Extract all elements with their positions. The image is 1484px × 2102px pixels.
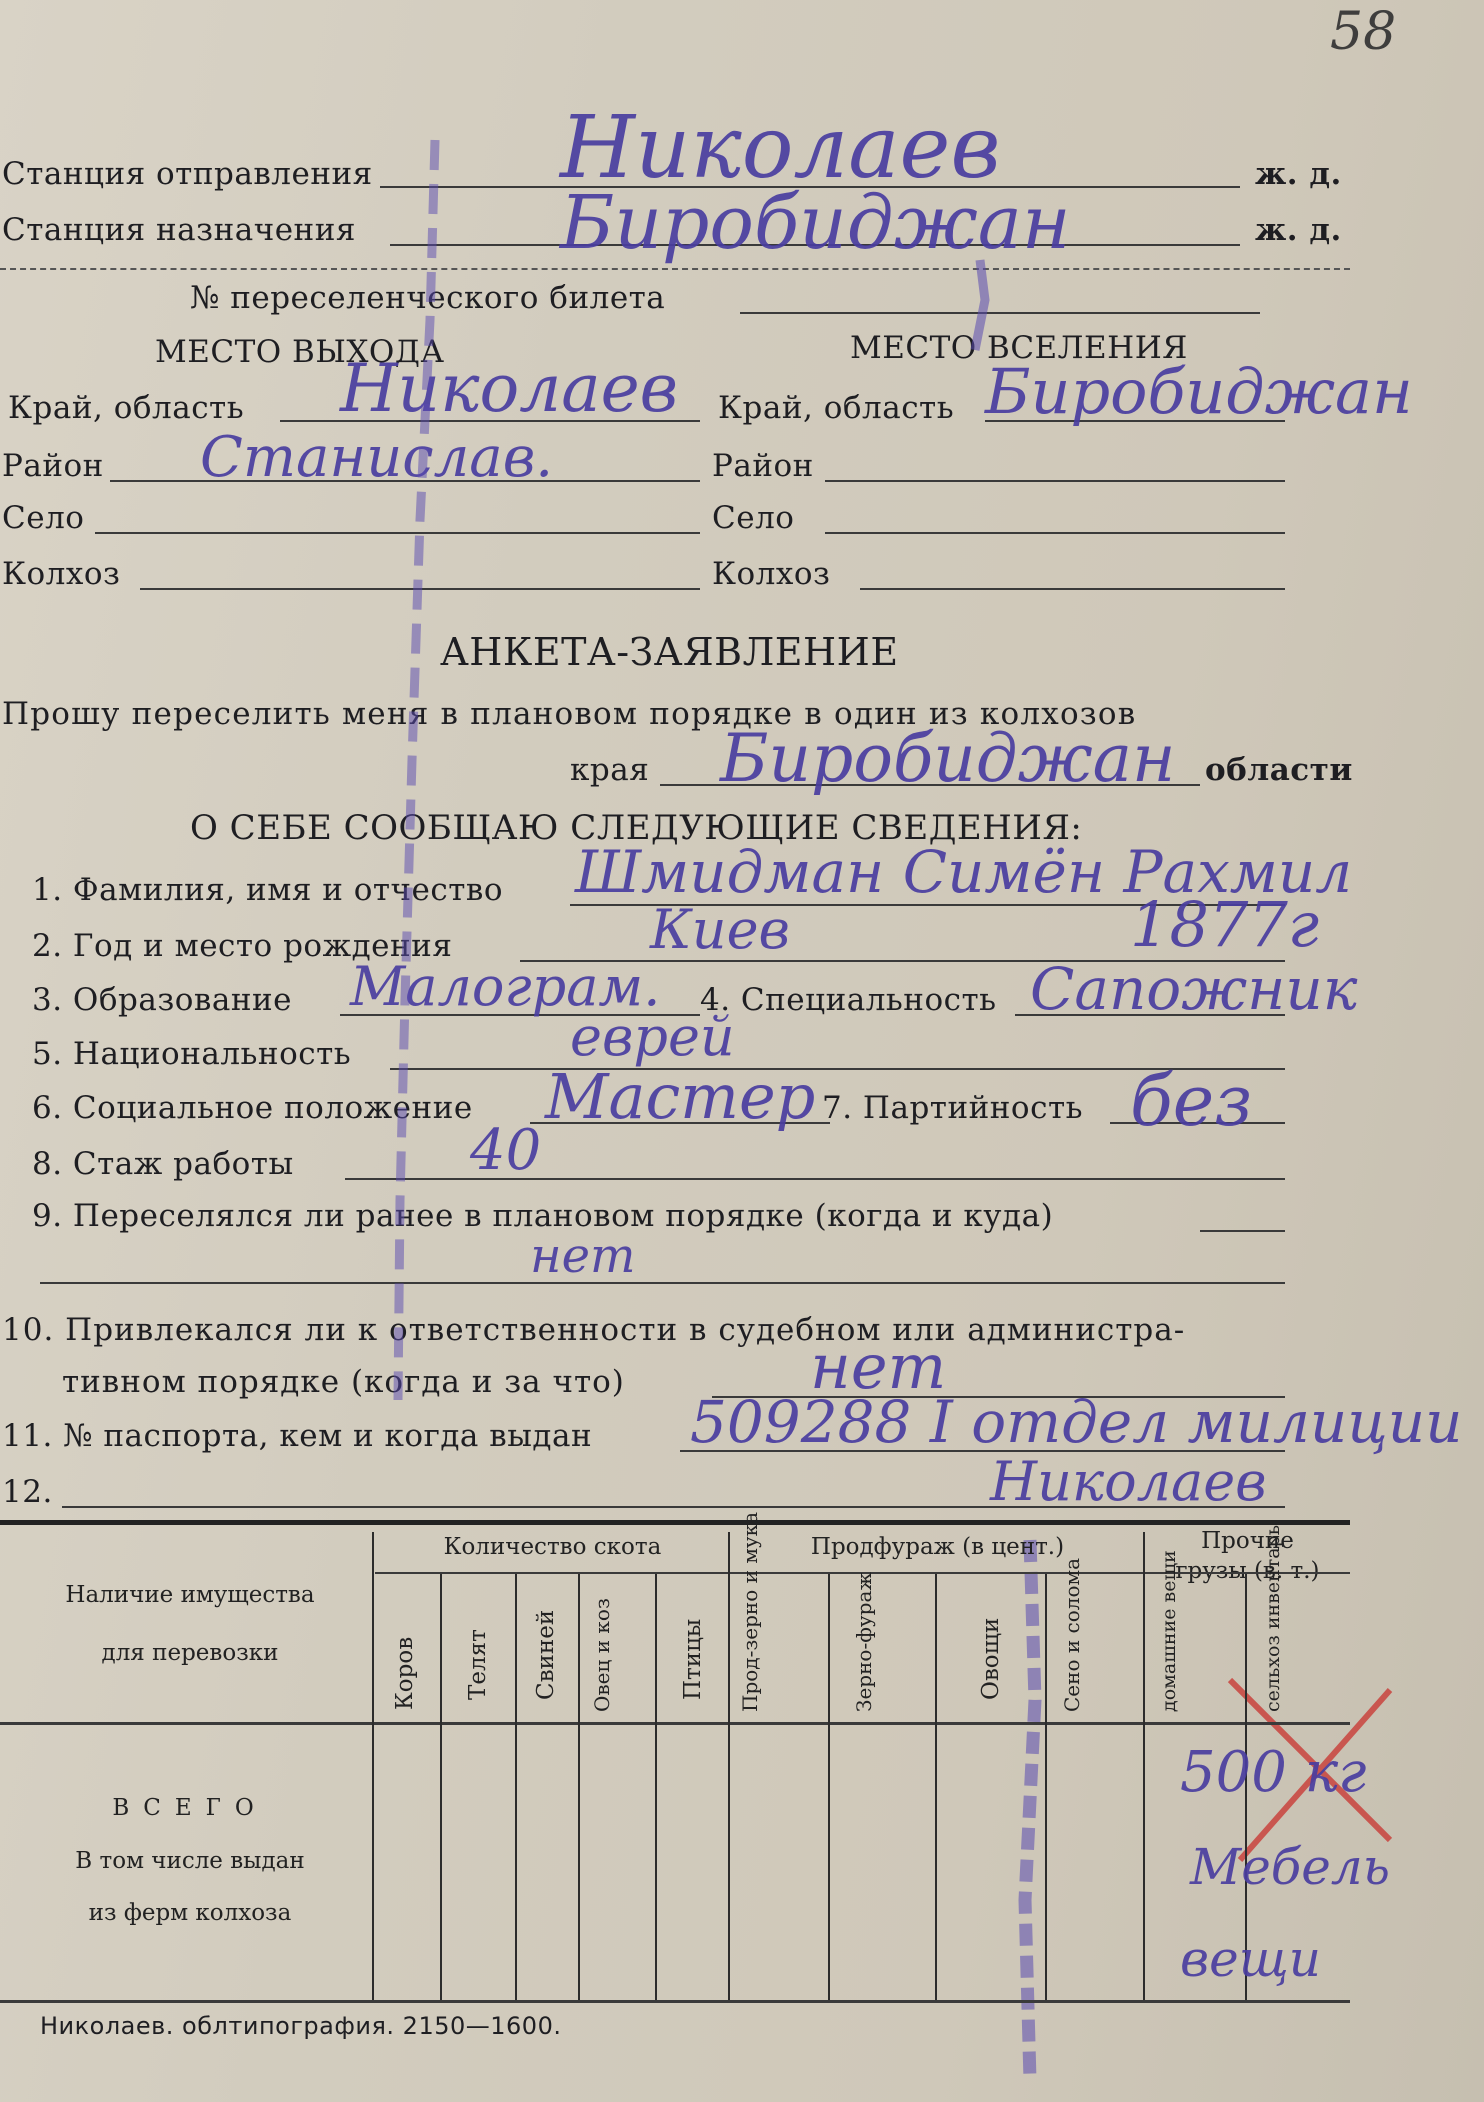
field-10-label-2: тивном порядке (когда и за что) xyxy=(62,1364,625,1400)
destination-kolkhoz-label: Колхоз xyxy=(712,556,831,592)
col-header-sheep-goats: Овец и коз xyxy=(590,1598,614,1712)
ticket-number-label: № переселенческого билета xyxy=(190,280,666,316)
row-issued-label-2: из ферм колхоза xyxy=(88,1900,292,1926)
col-header-farm-tools: сельхоз инвентарь xyxy=(1262,1524,1284,1712)
origin-district-label: Район xyxy=(2,448,104,484)
table-vline xyxy=(515,1574,517,2000)
table-vline xyxy=(935,1574,937,2000)
col-header-hay-straw: Сено и солома xyxy=(1060,1557,1084,1712)
group-other-header-1: Прочие xyxy=(1201,1528,1294,1554)
col-header-grain-fodder: Зерно-фураж xyxy=(852,1572,876,1712)
destination-region-label: Край, область xyxy=(718,390,955,426)
departure-rail-suffix: ж. д. xyxy=(1255,156,1342,192)
field-10-label-1: 10. Привлекался ли к ответственности в судебном или администра- xyxy=(2,1312,1186,1348)
col-header-poultry: Птицы xyxy=(680,1618,706,1700)
ticket-number-line xyxy=(740,312,1260,314)
other-cargo-value-2: Мебель xyxy=(1190,1838,1390,1896)
table-bottom-rule xyxy=(0,2000,1350,2003)
origin-kolkhoz-label: Колхоз xyxy=(2,556,121,592)
field-2-label: 2. Год и место рождения xyxy=(32,928,453,964)
origin-district-value: Станислав. xyxy=(200,425,554,490)
field-2-year: 1877г xyxy=(1130,888,1320,961)
field-10-value: нет xyxy=(810,1330,947,1403)
origin-kolkhoz-line xyxy=(140,588,700,590)
field-9-line-1 xyxy=(1200,1230,1285,1232)
field-8-label: 8. Стаж работы xyxy=(32,1146,294,1182)
table-vline xyxy=(728,1532,730,2000)
field-4-value: Сапожник xyxy=(1030,955,1358,1023)
field-3-label: 3. Образование xyxy=(32,982,293,1018)
request-oblast-label: области xyxy=(1205,752,1353,788)
field-1-label: 1. Фамилия, имя и отчество xyxy=(32,872,504,908)
field-7-value: без xyxy=(1130,1060,1253,1142)
col-header-cows: Коров xyxy=(392,1636,418,1710)
field-9-value: нет xyxy=(530,1228,636,1284)
destination-region-value: Биробиджан xyxy=(985,355,1413,428)
col-header-household: домашние вещи xyxy=(1158,1550,1180,1712)
form-title: АНКЕТА-ЗАЯВЛЕНИЕ xyxy=(440,630,899,674)
table-header-rule xyxy=(0,1722,1350,1725)
origin-region-label: Край, область xyxy=(8,390,245,426)
origin-village-line xyxy=(95,532,700,534)
col-header-grain-flour: Прод-зерно и мука xyxy=(738,1511,762,1712)
field-12-value: Николаев xyxy=(990,1450,1267,1513)
field-9-label: 9. Переселялся ли ранее в плановом порядке (когда и куда) xyxy=(32,1198,1054,1234)
table-vline xyxy=(655,1574,657,2000)
destination-kolkhoz-line xyxy=(860,588,1285,590)
destination-heading: МЕСТО ВСЕЛЕНИЯ xyxy=(850,330,1188,366)
row-total-label: ВСЕГО xyxy=(112,1795,268,1821)
table-top-rule xyxy=(0,1520,1350,1525)
group-other-header-2: грузы (в. т.) xyxy=(1175,1558,1320,1584)
table-vline xyxy=(828,1574,830,2000)
table-vline xyxy=(1045,1574,1047,2000)
field-9-line-2 xyxy=(40,1282,1285,1284)
col-header-calves: Телят xyxy=(465,1629,491,1700)
destination-district-label: Район xyxy=(712,448,814,484)
field-2-value: Киев xyxy=(650,898,790,961)
print-footer: Николаев. облтипография. 2150—1600. xyxy=(40,2012,562,2040)
departure-station-value: Николаев xyxy=(560,98,1001,198)
table-vline xyxy=(1143,1532,1145,2000)
table-left-header-2: для перевозки xyxy=(101,1640,279,1666)
request-kray-value: Биробиджан xyxy=(720,720,1176,797)
col-header-vegetables: Овощи xyxy=(978,1617,1004,1700)
group-livestock-header: Количество скота xyxy=(443,1534,662,1560)
table-left-header-1: Наличие имущества xyxy=(65,1582,315,1608)
field-11-value: 509288 I отдел милиции xyxy=(690,1388,1463,1456)
field-11-label: 11. № паспорта, кем и когда выдан xyxy=(2,1418,593,1454)
col-header-pigs: Свиней xyxy=(533,1609,559,1700)
info-heading: О СЕБЕ СООБЩАЮ СЛЕДУЮЩИЕ СВЕДЕНИЯ: xyxy=(190,808,1083,848)
table-vline xyxy=(372,1532,374,2000)
origin-heading: МЕСТО ВЫХОДА xyxy=(155,334,445,370)
field-6-label: 6. Социальное положение xyxy=(32,1090,473,1126)
table-vline xyxy=(440,1574,442,2000)
field-4-label: 4. Специальность xyxy=(700,982,997,1018)
departure-station-label: Станция отправления xyxy=(2,156,373,192)
origin-village-label: Село xyxy=(2,500,85,536)
origin-region-value: Николаев xyxy=(340,350,679,427)
destination-village-line xyxy=(825,532,1285,534)
arrival-station-label: Станция назначения xyxy=(2,212,356,248)
field-8-value: 40 xyxy=(470,1118,542,1183)
group-feed-header: Продфураж (в цент.) xyxy=(810,1534,1065,1560)
row-issued-label-1: В том числе выдан xyxy=(75,1848,305,1874)
field-1-value: Шмидман Симён Рахмил xyxy=(575,838,1353,906)
request-kray-label: края xyxy=(570,752,650,788)
arrival-station-value: Биробиджан xyxy=(560,180,1071,266)
destination-district-line xyxy=(825,480,1285,482)
other-cargo-value: 500 кг xyxy=(1180,1740,1367,1805)
other-cargo-value-3: вещи xyxy=(1180,1930,1321,1988)
field-5-label: 5. Национальность xyxy=(32,1036,352,1072)
destination-village-label: Село xyxy=(712,500,795,536)
arrival-rail-suffix: ж. д. xyxy=(1255,212,1342,248)
table-vline xyxy=(578,1574,580,2000)
field-5-value: еврей xyxy=(570,1005,735,1068)
field-12-label: 12. xyxy=(2,1474,53,1510)
station-section-divider xyxy=(0,268,1350,270)
request-line-1: Прошу переселить меня в плановом порядке в один из колхозов xyxy=(2,696,1137,732)
field-7-label: 7. Партийность xyxy=(822,1090,1083,1126)
field-3-value: Малограм. xyxy=(350,955,661,1018)
page-number: 58 xyxy=(1330,2,1397,62)
field-6-value: Мастер xyxy=(545,1060,816,1133)
